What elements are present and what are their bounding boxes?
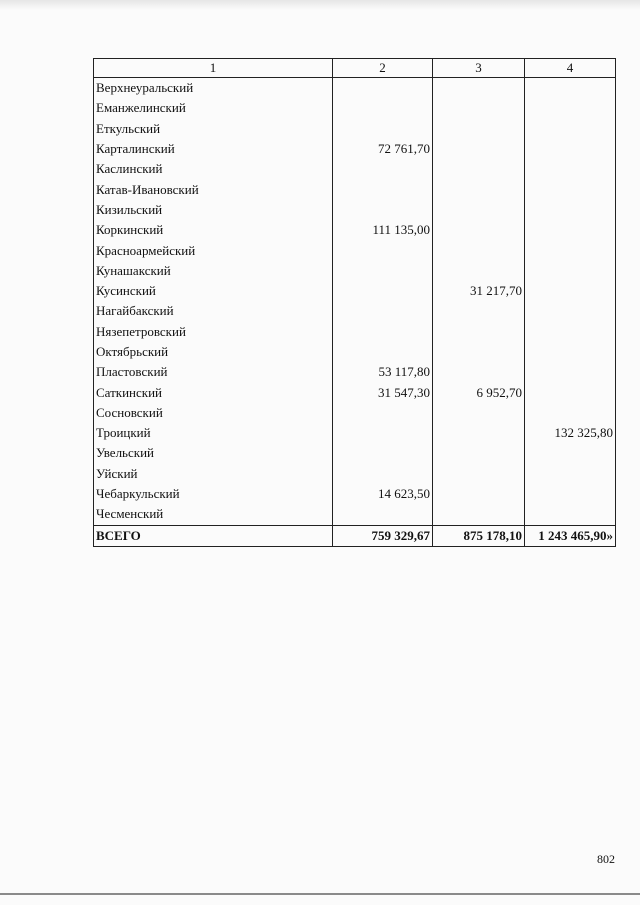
amount-cell-col-3 bbox=[433, 301, 525, 321]
amount-cell-col-3 bbox=[433, 403, 525, 423]
amount-cell-col-4 bbox=[525, 220, 616, 240]
district-name-cell: Троицкий bbox=[94, 423, 333, 443]
table-header bbox=[94, 59, 616, 78]
amount-cell-col-4 bbox=[525, 281, 616, 301]
table-row bbox=[94, 159, 616, 179]
district-name-cell: Каслинский bbox=[94, 159, 333, 179]
district-name-cell: Уйский bbox=[94, 464, 333, 484]
district-name-cell: Кунашакский bbox=[94, 261, 333, 281]
scan-top-shade bbox=[0, 0, 640, 10]
district-name-cell: Кусинский bbox=[94, 281, 333, 301]
table-row bbox=[94, 240, 616, 260]
amount-cell-col-2: 31 547,30 bbox=[333, 382, 433, 402]
amount-cell-col-2 bbox=[333, 261, 433, 281]
amount-cell-col-2: 14 623,50 bbox=[333, 484, 433, 504]
district-name-cell: Сосновский bbox=[94, 403, 333, 423]
district-name-cell: Катав-Ивановский bbox=[94, 179, 333, 199]
amount-cell-col-2 bbox=[333, 342, 433, 362]
district-name-cell: Карталинский bbox=[94, 139, 333, 159]
table-row bbox=[94, 119, 616, 139]
total-label: ВСЕГО bbox=[94, 525, 333, 546]
amount-cell-col-4 bbox=[525, 261, 616, 281]
amount-cell-col-2 bbox=[333, 159, 433, 179]
amount-cell-col-2 bbox=[333, 119, 433, 139]
district-name-cell: Нагайбакский bbox=[94, 301, 333, 321]
amount-cell-col-4 bbox=[525, 200, 616, 220]
amount-cell-col-4 bbox=[525, 159, 616, 179]
amount-cell-col-2 bbox=[333, 98, 433, 118]
table-row bbox=[94, 342, 616, 362]
header-col-2: 2 bbox=[333, 59, 433, 78]
amount-cell-col-3 bbox=[433, 78, 525, 99]
amount-cell-col-4 bbox=[525, 119, 616, 139]
table-row bbox=[94, 139, 616, 159]
total-row bbox=[94, 525, 616, 546]
table-row bbox=[94, 403, 616, 423]
amount-cell-col-2: 111 135,00 bbox=[333, 220, 433, 240]
amount-cell-col-3 bbox=[433, 159, 525, 179]
table-row bbox=[94, 464, 616, 484]
scan-bottom-edge bbox=[0, 893, 640, 895]
amount-cell-col-4: 132 325,80 bbox=[525, 423, 616, 443]
district-name-cell: Чесменский bbox=[94, 504, 333, 525]
amount-cell-col-4 bbox=[525, 362, 616, 382]
amount-cell-col-2 bbox=[333, 403, 433, 423]
amount-cell-col-3 bbox=[433, 423, 525, 443]
table-row bbox=[94, 200, 616, 220]
amount-cell-col-2 bbox=[333, 301, 433, 321]
table-row bbox=[94, 98, 616, 118]
district-name-cell: Саткинский bbox=[94, 382, 333, 402]
header-col-4: 4 bbox=[525, 59, 616, 78]
district-name-cell: Верхнеуральский bbox=[94, 78, 333, 99]
amount-cell-col-4 bbox=[525, 342, 616, 362]
district-name-cell: Красноармейский bbox=[94, 240, 333, 260]
amount-cell-col-3 bbox=[433, 200, 525, 220]
district-name-cell: Пластовский bbox=[94, 362, 333, 382]
amount-cell-col-2 bbox=[333, 322, 433, 342]
district-name-cell: Кизильский bbox=[94, 200, 333, 220]
amount-cell-col-4 bbox=[525, 78, 616, 99]
amount-cell-col-2 bbox=[333, 240, 433, 260]
table-row bbox=[94, 504, 616, 525]
amount-cell-col-2 bbox=[333, 443, 433, 463]
table-row bbox=[94, 443, 616, 463]
amount-cell-col-4 bbox=[525, 484, 616, 504]
amount-cell-col-2 bbox=[333, 504, 433, 525]
amount-cell-col-3 bbox=[433, 484, 525, 504]
page-number: 802 bbox=[597, 852, 615, 866]
amount-cell-col-2: 53 117,80 bbox=[333, 362, 433, 382]
amount-cell-col-2: 72 761,70 bbox=[333, 139, 433, 159]
amount-cell-col-4 bbox=[525, 139, 616, 159]
total-col-4: 1 243 465,90» bbox=[525, 525, 616, 546]
amount-cell-col-3 bbox=[433, 98, 525, 118]
budget-table bbox=[93, 58, 616, 547]
amount-cell-col-4 bbox=[525, 443, 616, 463]
amount-cell-col-4 bbox=[525, 464, 616, 484]
district-name-cell: Чебаркульский bbox=[94, 484, 333, 504]
amount-cell-col-3 bbox=[433, 504, 525, 525]
table-row bbox=[94, 382, 616, 402]
amount-cell-col-3 bbox=[433, 119, 525, 139]
table-body bbox=[94, 78, 616, 526]
header-col-3: 3 bbox=[433, 59, 525, 78]
table-row bbox=[94, 423, 616, 443]
amount-cell-col-3 bbox=[433, 179, 525, 199]
table-row bbox=[94, 484, 616, 504]
table-row bbox=[94, 301, 616, 321]
header-row bbox=[94, 59, 616, 78]
amount-cell-col-2 bbox=[333, 281, 433, 301]
total-col-3: 875 178,10 bbox=[433, 525, 525, 546]
total-col-2: 759 329,67 bbox=[333, 525, 433, 546]
amount-cell-col-4 bbox=[525, 179, 616, 199]
amount-cell-col-4 bbox=[525, 98, 616, 118]
amount-cell-col-3: 31 217,70 bbox=[433, 281, 525, 301]
amount-cell-col-2 bbox=[333, 200, 433, 220]
amount-cell-col-3: 6 952,70 bbox=[433, 382, 525, 402]
amount-cell-col-4 bbox=[525, 403, 616, 423]
amount-cell-col-4 bbox=[525, 301, 616, 321]
table-row bbox=[94, 261, 616, 281]
amount-cell-col-3 bbox=[433, 464, 525, 484]
amount-cell-col-2 bbox=[333, 78, 433, 99]
district-name-cell: Еткульский bbox=[94, 119, 333, 139]
table-row bbox=[94, 281, 616, 301]
table-row bbox=[94, 78, 616, 99]
amount-cell-col-3 bbox=[433, 139, 525, 159]
district-name-cell: Октябрьский bbox=[94, 342, 333, 362]
amount-cell-col-2 bbox=[333, 179, 433, 199]
header-col-1: 1 bbox=[94, 59, 333, 78]
amount-cell-col-3 bbox=[433, 220, 525, 240]
table-row bbox=[94, 322, 616, 342]
amount-cell-col-4 bbox=[525, 504, 616, 525]
district-name-cell: Коркинский bbox=[94, 220, 333, 240]
table-row bbox=[94, 220, 616, 240]
table-row bbox=[94, 179, 616, 199]
table-row bbox=[94, 362, 616, 382]
amount-cell-col-3 bbox=[433, 322, 525, 342]
district-name-cell: Еманжелинский bbox=[94, 98, 333, 118]
amount-cell-col-3 bbox=[433, 342, 525, 362]
district-name-cell: Увельский bbox=[94, 443, 333, 463]
amount-cell-col-2 bbox=[333, 464, 433, 484]
district-name-cell: Нязепетровский bbox=[94, 322, 333, 342]
amount-cell-col-3 bbox=[433, 240, 525, 260]
amount-cell-col-2 bbox=[333, 423, 433, 443]
amount-cell-col-3 bbox=[433, 362, 525, 382]
amount-cell-col-4 bbox=[525, 322, 616, 342]
amount-cell-col-3 bbox=[433, 261, 525, 281]
amount-cell-col-3 bbox=[433, 443, 525, 463]
amount-cell-col-4 bbox=[525, 240, 616, 260]
amount-cell-col-4 bbox=[525, 382, 616, 402]
